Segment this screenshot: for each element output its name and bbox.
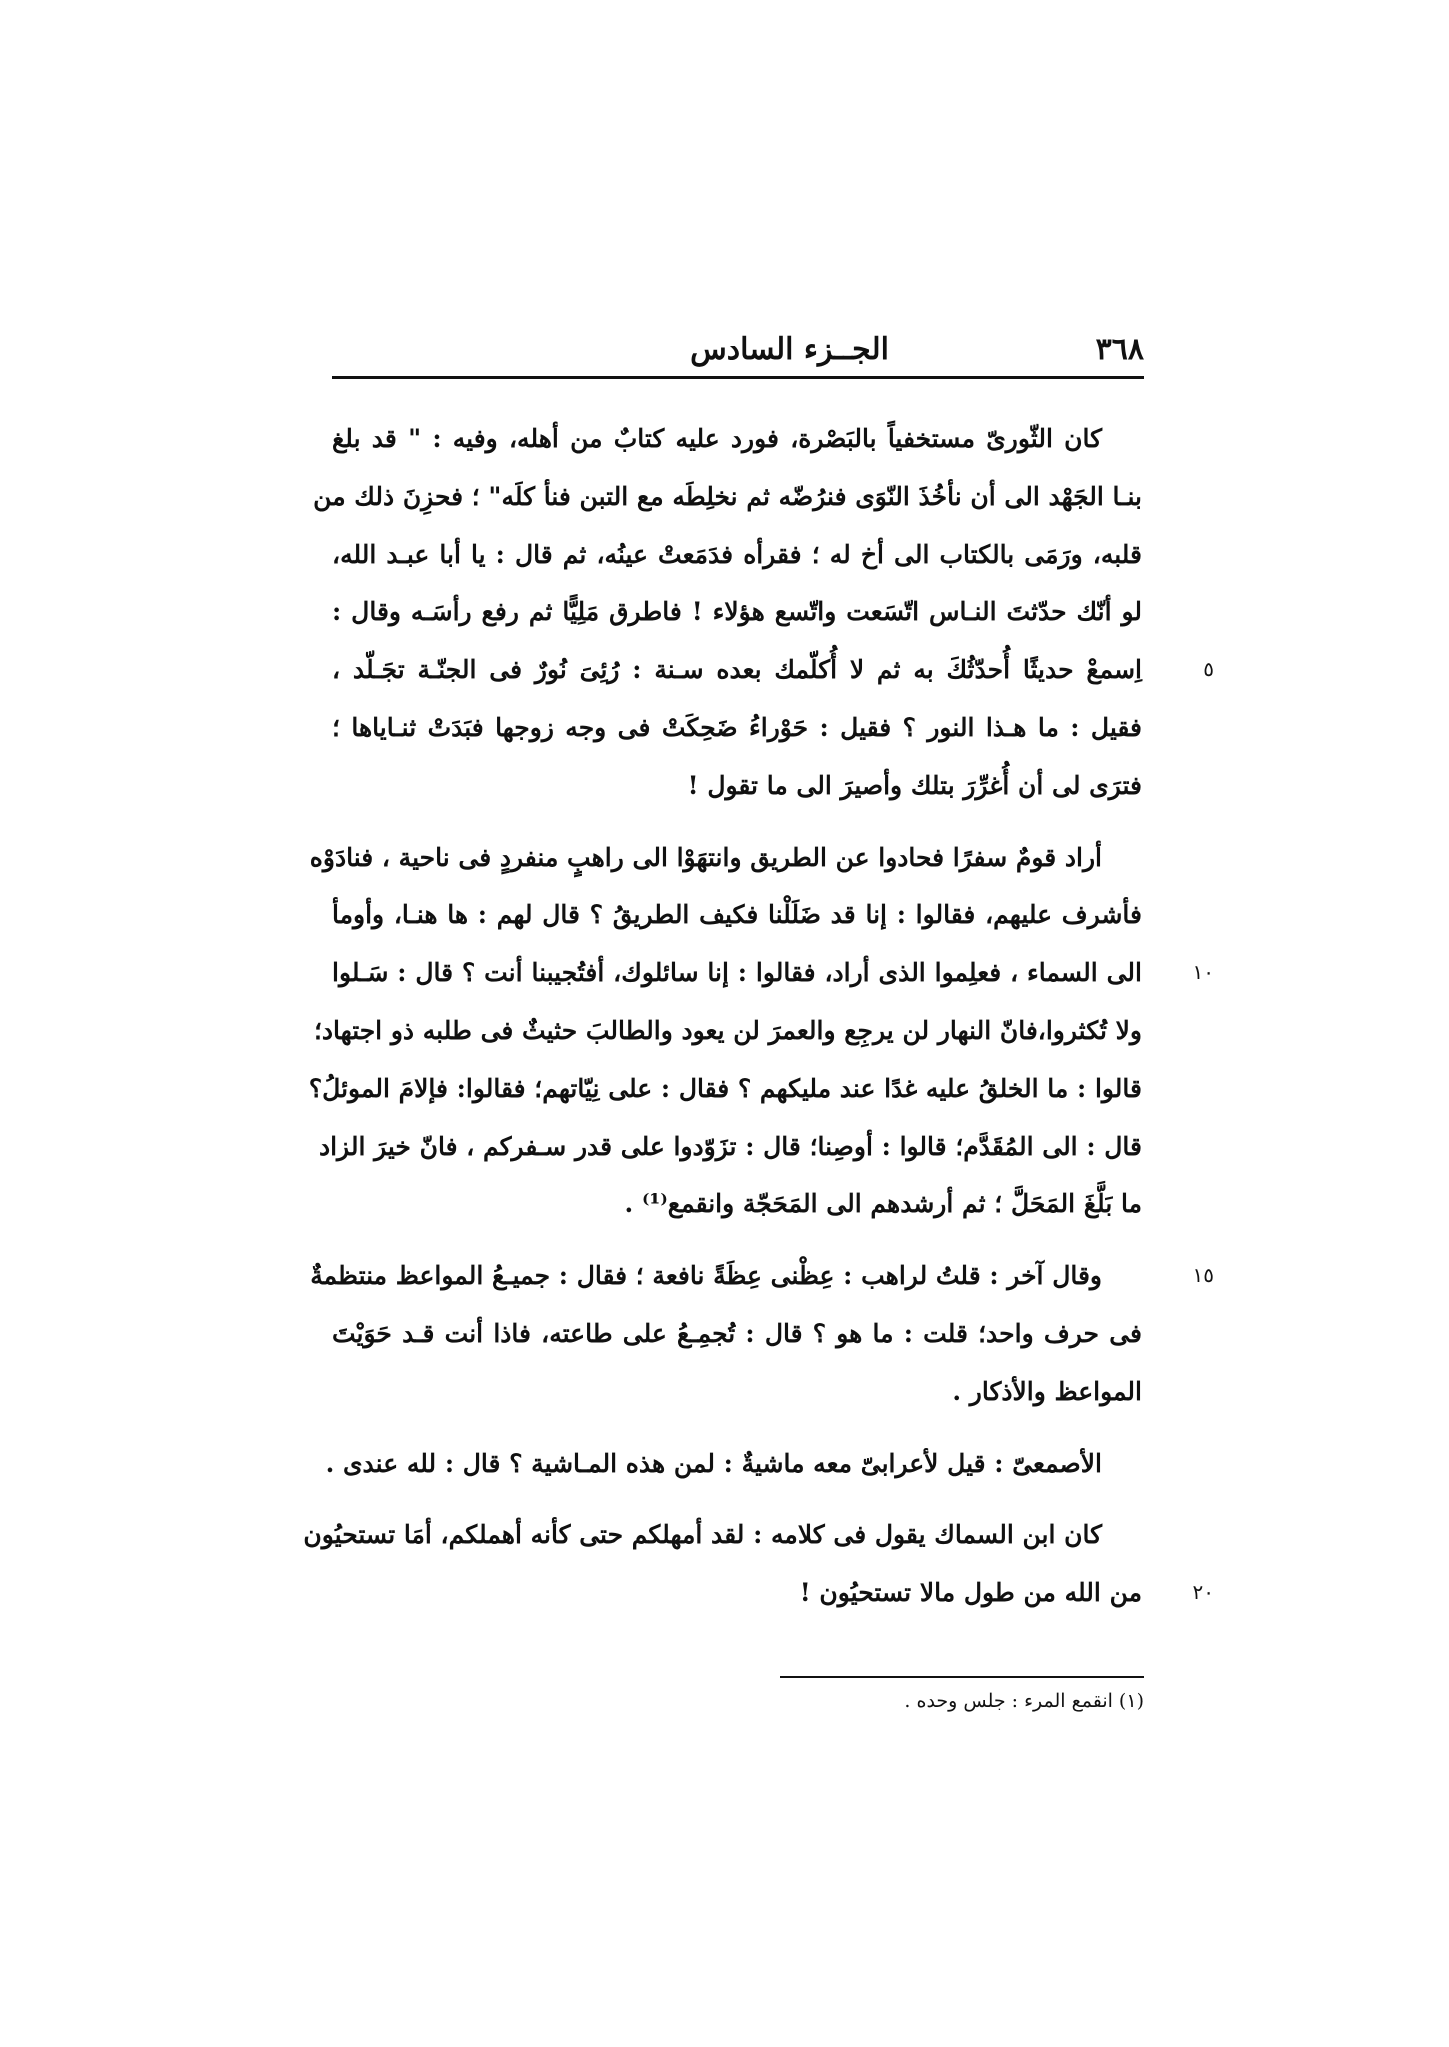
line-text: فقيل : ما هـذا النور ؟ فقيل : حَوْراءُ ضَحِكَتْ فى وجه زوجها فبَدَتْ ثنـاياها ؛: [332, 712, 1142, 742]
page-header: [332, 332, 1144, 376]
text-line: [318, 1118, 1142, 1176]
text-line: [308, 1060, 1142, 1118]
line-text: الأصمعىّ : قيل لأعرابىّ معه ماشيةٌ : لمن هذه المـاشية ؟ قال : لله عندى .: [325, 1448, 1102, 1478]
text-line: [325, 1435, 1142, 1493]
line-text: كان ابن السماك يقول فى كلامه : لقد أمهلكم حتى كأنه أهملكم، أمَا تستحيُون: [303, 1520, 1102, 1550]
line-text: ما بَلَّغَ المَحَلَّ ؛ ثم أرشدهم الى المَحَجّة وانقمع⁽¹⁾ .: [624, 1189, 1142, 1219]
text-line: [303, 1506, 1142, 1564]
line-text: فى حرف واحد؛ قلت : ما هو ؟ قال : تُجمِـعُ على طاعته، فاذا أنت قـد حَوَيْتَ: [332, 1318, 1142, 1348]
running-title: الجــزء السادس: [690, 332, 889, 367]
body-text: [303, 410, 1214, 1622]
line-text: الى السماء ، فعلِموا الذى أراد، فقالوا : إنا سائلوك، أفتُجيبنا أنت ؟ قال : سَـلوا: [332, 958, 1142, 988]
line-number: ٢٠: [1192, 1580, 1214, 1605]
text-line: [332, 886, 1142, 944]
line-text: لو أنّك حدّثتَ النـاس اتّسَعت واتّسع هؤلاء ! فاطرق مَلِيًّا ثم رفع رأسَـه وقال :: [332, 597, 1142, 627]
line-text: فأشرف عليهم، فقالوا : إنا قد ضَلَلْنا فكيف الطريقُ ؟ قال لهم : ها هنـا، وأومأ: [332, 900, 1142, 930]
text-line: [310, 1247, 1214, 1305]
line-text: قالوا : ما الخلقُ عليه غدًا عند مليكهم ؟ فقال : على نِيّاتهم؛ فقالوا: فإلامَ الموئلُ؟: [308, 1073, 1142, 1103]
line-text: قال : الى المُقَدَّم؛ قالوا : أوصِنا؛ قال : تزَوّدوا على قدر سـفركم ، فانّ خيرَ الزاد: [318, 1131, 1142, 1161]
text-line: [332, 410, 1142, 468]
text-line: [332, 1564, 1214, 1622]
line-text: ولا تُكثروا،فانّ النهار لن يرجِع والعمرَ لن يعود والطالبَ حثيثٌ فى طلبه ذو اجتهاد؛: [313, 1015, 1142, 1045]
line-text: المواعظ والأذكار .: [952, 1376, 1142, 1406]
text-line: [332, 1175, 1142, 1233]
line-text: قلبه، ورَمَى بالكتاب الى أخ له ؛ فقرأه فدَمَعتْ عينُه، ثم قال : يا أبا عبـد الله،: [332, 539, 1142, 569]
footnote-rule: [780, 1676, 1144, 1678]
text-line: [332, 757, 1142, 815]
line-number: ١٠: [1192, 960, 1214, 985]
text-line: [332, 583, 1142, 641]
line-text: بنـا الجَهْد الى أن نأخُذَ النّوَى فنرُضّه ثم نخلِطَه مع التبن فنأ كلَه" ؛ فحزِنَ ذلك من: [313, 481, 1142, 511]
text-line: [332, 526, 1142, 584]
header-rule: [332, 376, 1144, 379]
line-number: ٥: [1203, 657, 1214, 682]
text-line: [313, 468, 1142, 526]
text-line: [332, 1363, 1142, 1421]
footnote: (١) انقمع المرء : جلس وحده .: [904, 1690, 1144, 1712]
text-line: [313, 1002, 1142, 1060]
text-line: [332, 641, 1214, 699]
page-number: ٣٦٨: [1095, 332, 1144, 367]
line-text: أراد قومٌ سفرًا فحادوا عن الطريق وانتهَوْا الى راهبٍ منفردٍ فى ناحية ، فنادَوْه: [309, 842, 1102, 872]
text-line: [332, 699, 1142, 757]
line-text: فترَى لى أن أُغرِّرَ بتلك وأصيرَ الى ما تقول !: [687, 770, 1142, 800]
text-line: [332, 944, 1214, 1002]
text-line: [332, 1305, 1142, 1363]
line-text: اِسمعْ حديثًا أُحدّثُكَ به ثم لا أُكلّمك بعده سـنة : رُئِىَ نُورٌ فى الجنّـة تجَـلّد ،: [332, 655, 1142, 685]
line-number: ١٥: [1192, 1263, 1214, 1288]
line-text: وقال آخر : قلتُ لراهب : عِظْنى عِظَةً نافعة ؛ فقال : جميـعُ المواعظ منتظمةٌ: [310, 1261, 1102, 1291]
line-text: كان الثّورىّ مستخفياً بالبَصْرة، فورد عليه كتابٌ من أهله، وفيه : " قد بلغ: [332, 424, 1102, 453]
text-line: [309, 829, 1142, 887]
line-text: من الله من طول مالا تستحيُون !: [799, 1578, 1142, 1608]
